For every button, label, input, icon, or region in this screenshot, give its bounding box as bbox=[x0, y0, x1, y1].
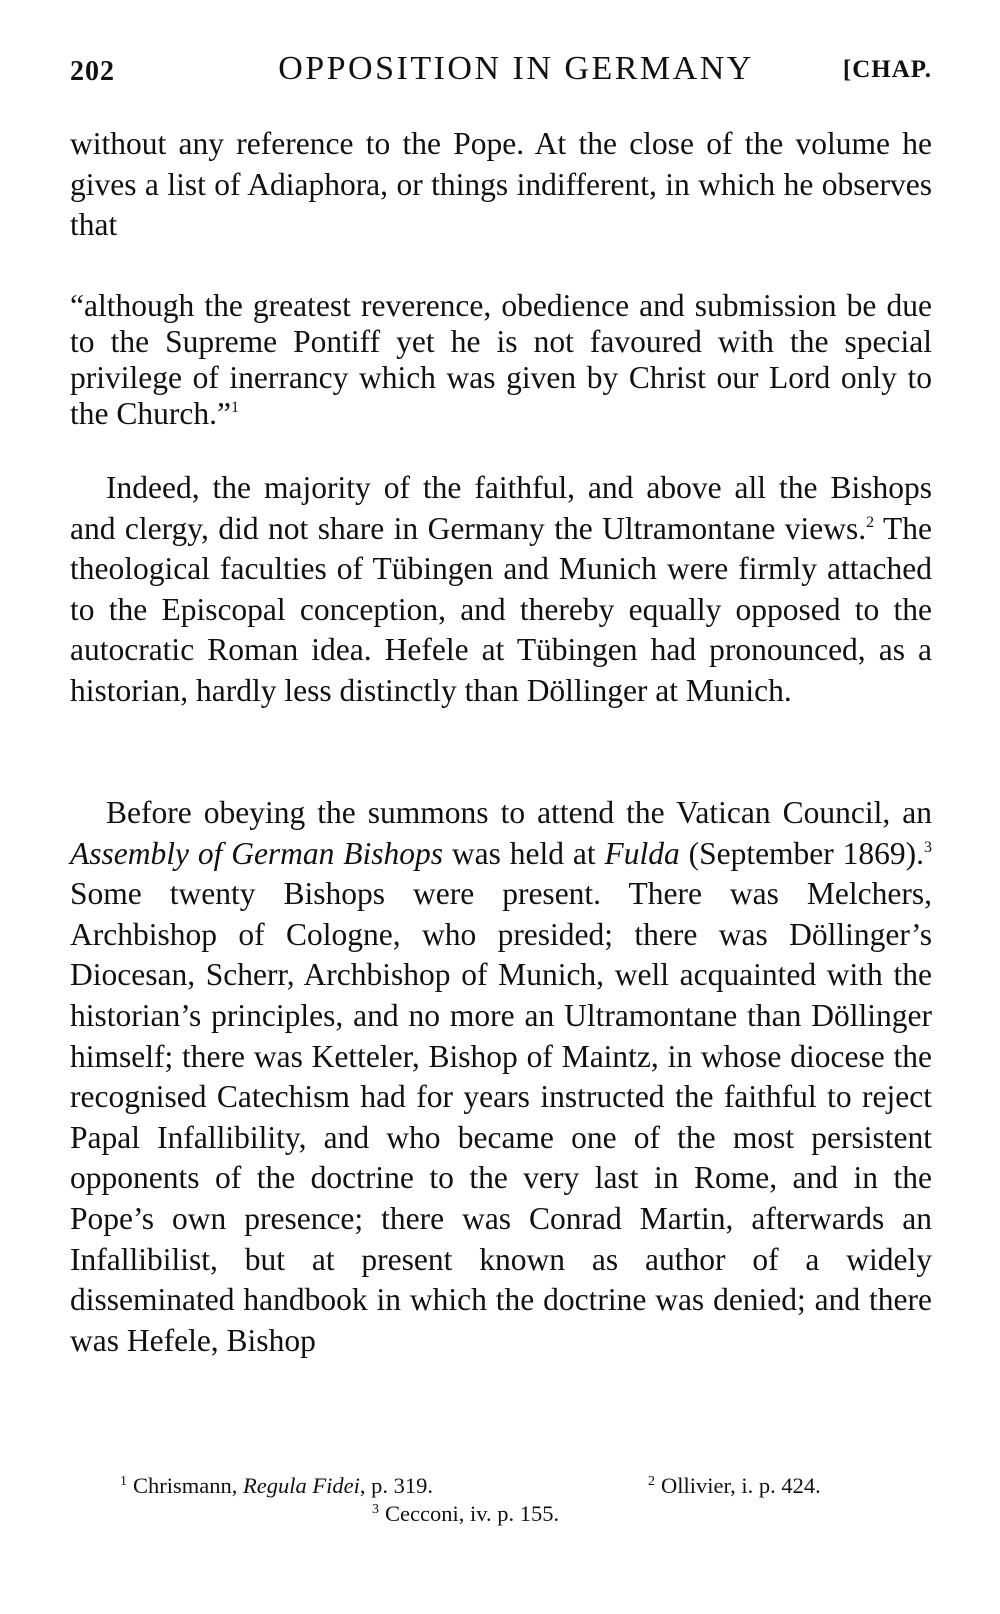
paragraph-2-part-2: The theological faculties of Tübingen and Munich were firmly attached to the Episcopal conception, and thereby equally opposed to the autocratic Roman idea. Hefele at Tübingen had pronounced, as a historian, hardly less distinctly than Döllinger at Munich. bbox=[70, 510, 933, 708]
footnote-3-marker: 3 bbox=[372, 1502, 379, 1517]
footnote-ref-1: 1 bbox=[230, 399, 239, 416]
footnote-3-text: Cecconi, iv. p. 155. bbox=[385, 1501, 560, 1526]
paragraph-3-part-1: Before obeying the summons to attend the Vatican Council, an bbox=[106, 795, 932, 830]
paragraph-2-part-1: Indeed, the majority of the faithful, and above all the Bishops and clergy, did not share in Germany the Ultramontane views. bbox=[70, 470, 932, 546]
assembly-title-italic: Assembly of German Bishops bbox=[70, 835, 444, 871]
footnotes bbox=[70, 1468, 932, 1524]
footnote-row bbox=[70, 1468, 932, 1496]
quote-text: “although the greatest reverence, obedience and submission be due to the Supreme Pontiff yet he is not favoured with the special privilege of inerrancy which was given by Christ our Lord only to the Church.” bbox=[70, 288, 932, 431]
running-header bbox=[70, 50, 932, 96]
paragraph-3 bbox=[70, 793, 932, 1361]
block-quote bbox=[70, 288, 932, 432]
paragraph-1 bbox=[70, 124, 932, 246]
footnote-3 bbox=[372, 1496, 559, 1528]
footnote-1-marker: 1 bbox=[120, 1474, 127, 1489]
fulda-italic: Fulda bbox=[604, 835, 680, 871]
running-title: OPPOSITION IN GERMANY bbox=[278, 50, 754, 87]
chapter-marker: [CHAP. bbox=[842, 56, 932, 83]
footnote-row bbox=[70, 1496, 932, 1524]
paragraph-3-part-3: (September 1869). bbox=[679, 835, 924, 871]
page-number: 202 bbox=[70, 56, 115, 87]
footnote-ref-3: 3 bbox=[924, 838, 932, 856]
footnote-2-marker: 2 bbox=[648, 1474, 655, 1489]
paragraph-2-text bbox=[70, 468, 932, 712]
paragraph-3-part-2: was held at bbox=[443, 835, 605, 871]
block-quote-text bbox=[70, 288, 932, 432]
paragraph-3-part-4: Some twenty Bishops were present. There was Melchers, Archbishop of Cologne, who presided; there was Döllinger’s Diocesan, Scherr, Archbishop of Munich, well acquainted with the historian’s principles, and no more an Ultramontane than Döllinger himself; there was Ketteler, Bishop of Maintz, in whose diocese the recognised Catechism had for years instructed the faithful to reject Papal Infallibility, and who became one of the most persistent opponents of the doctrine to the very last in Rome, and in the Pope’s own presence; there was Conrad Martin, afterwards an Infallibilist, but at present known as author of a widely disseminated handbook in which the doctrine was denied; and there was Hefele, Bishop bbox=[70, 876, 932, 1358]
paragraph-1-text: without any reference to the Pope. At the close of the volume he gives a list of Adiaphora, or things indifferent, in which he observes that bbox=[70, 126, 932, 243]
footnote-ref-2: 2 bbox=[866, 513, 875, 531]
footnote-1-italic: Regula Fidei bbox=[243, 1473, 360, 1498]
footnote-1-before: Chrismann, bbox=[133, 1473, 243, 1498]
paragraph-2 bbox=[70, 468, 932, 712]
paragraph-3-text bbox=[70, 793, 932, 1361]
footnote-1-after: , p. 319. bbox=[359, 1473, 433, 1498]
footnote-2-text: Ollivier, i. p. 424. bbox=[661, 1473, 821, 1498]
